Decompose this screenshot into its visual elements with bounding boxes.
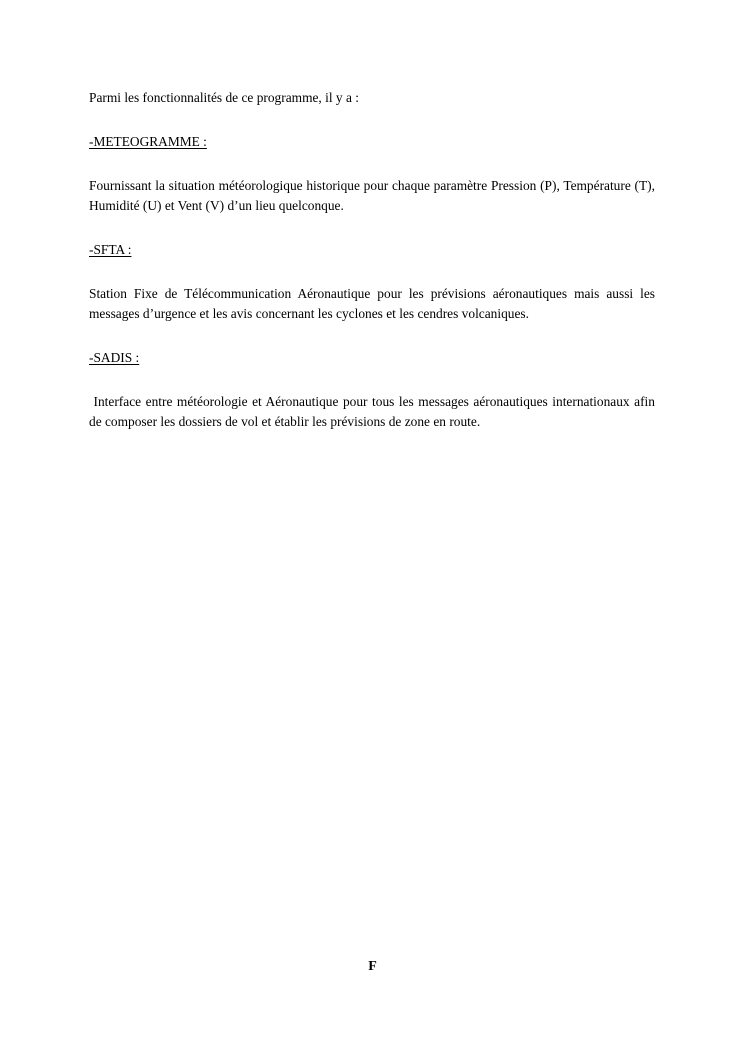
section-heading-sfta: -SFTA : [89,242,132,257]
document-content [89,88,659,456]
section-body-sadis: Interface entre météorologie et Aéronautique pour tous les messages aéronautiques internationaux afin de composer les dossiers de vol et établir les prévisions de zone en route. [89,394,659,429]
intro-paragraph: Parmi les fonctionnalités de ce programme, il y a : [89,90,359,105]
page-footer: F [368,959,377,974]
section-body-meteogramme: Fournissant la situation météorologique historique pour chaque paramètre Pression (P), Température (T), Humidité (U) et Vent (V) d’un lieu quelconque. [89,178,655,213]
section-body-sfta: Station Fixe de Télécommunication Aéronautique pour les prévisions aéronautiques mais aussi les messages d’urgence et les avis concernant les cyclones et les cendres volcaniques. [89,286,655,321]
section-heading-sadis: -SADIS : [89,350,140,365]
section-heading-meteogramme: -METEOGRAMME : [89,134,207,149]
